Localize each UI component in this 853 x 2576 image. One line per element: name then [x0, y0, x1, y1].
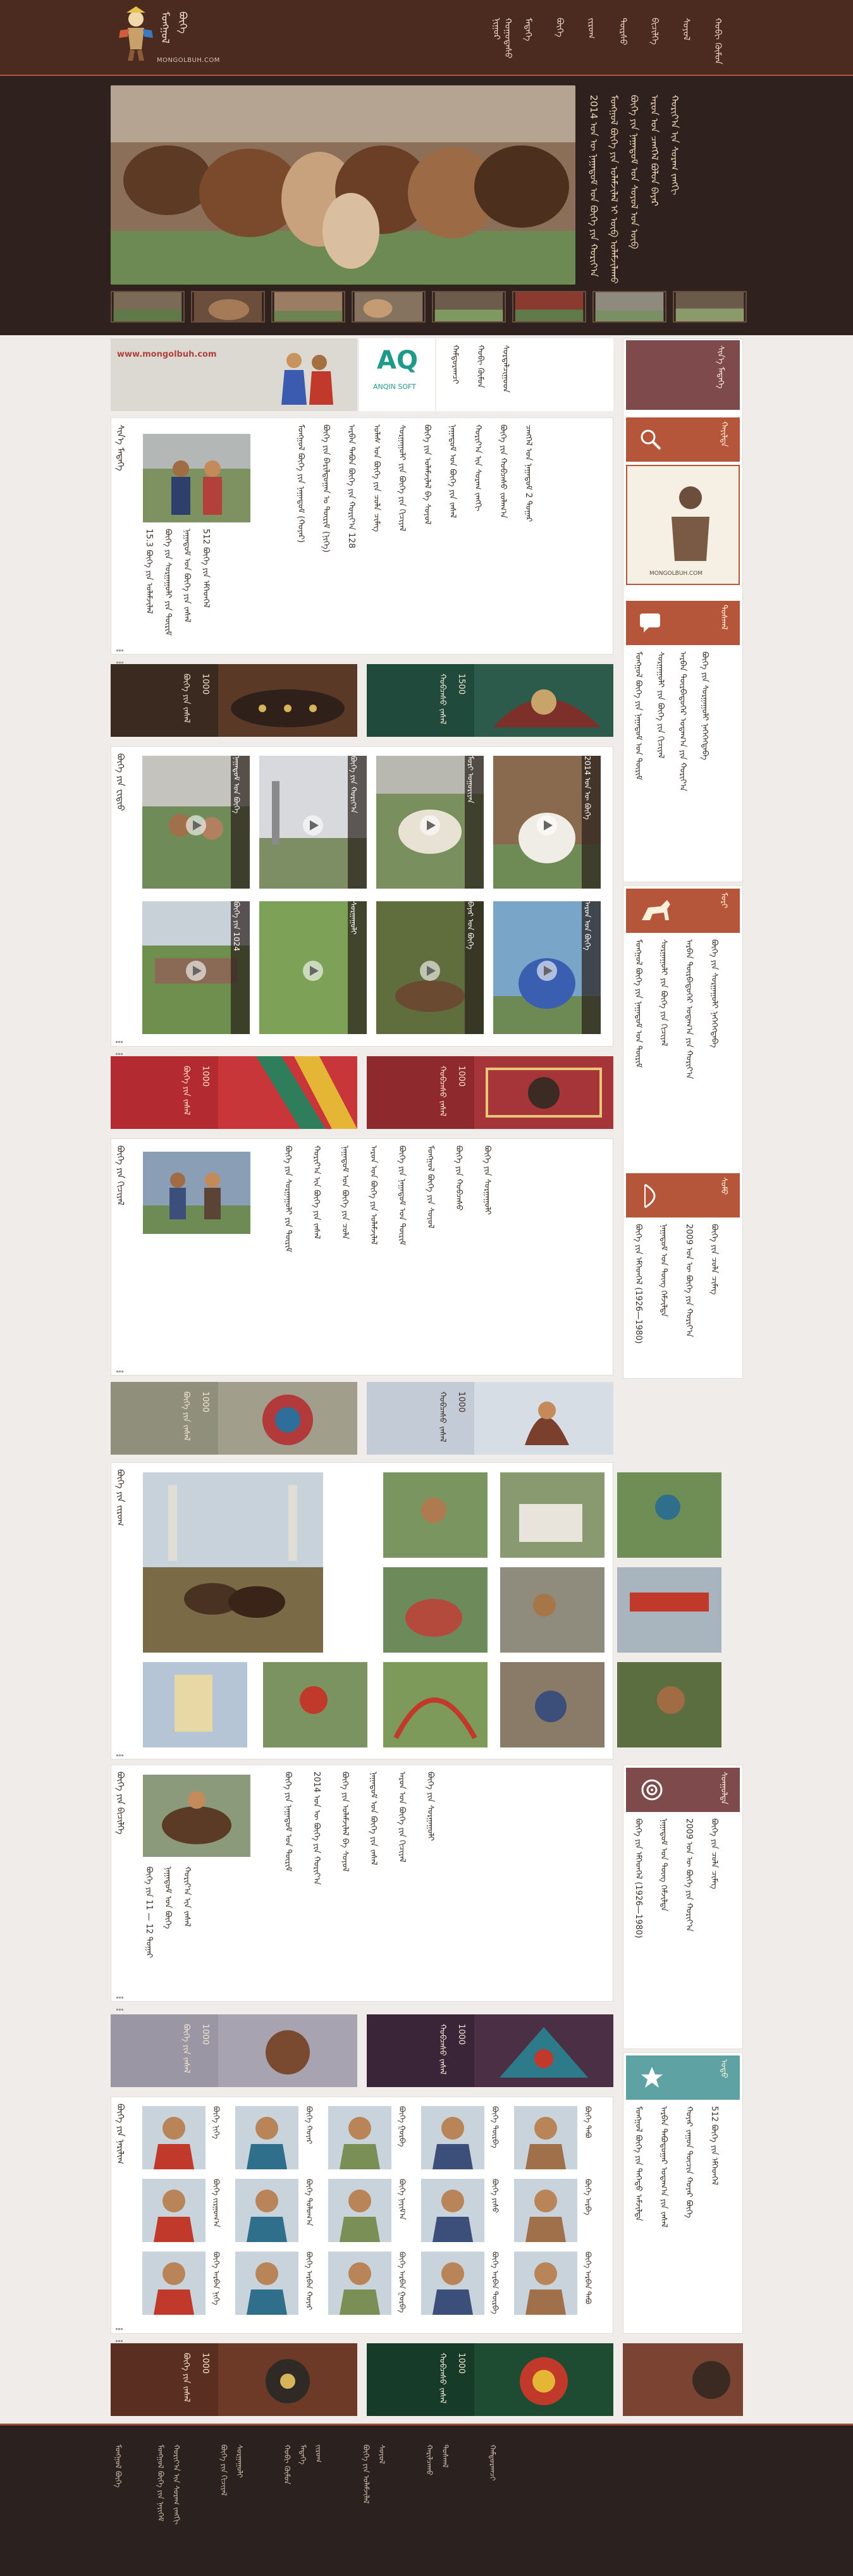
wrestler-photo — [328, 2179, 391, 2242]
gallery-image[interactable] — [500, 1662, 604, 1747]
article-link[interactable]: ᠠᠷᠳ ᠤᠨ ᠪᠦᠬᠡ ᠶᠢᠨ ᠤᠯᠠᠮᠵᠢᠯᠠᠯ — [369, 1145, 378, 1245]
partner-label[interactable]: ᠰᠤᠷᠲᠠᠯᠴᠢᠭᠤᠳ — [501, 345, 510, 393]
hero-thumb[interactable] — [352, 291, 426, 323]
bow-icon — [639, 1182, 666, 1210]
section-title: ᠪᠦᠬᠡ ᠶᠢᠨ ᠵᠢᠷᠤᠭ — [115, 1469, 125, 1526]
wrestler-photo — [235, 2179, 298, 2242]
section-title: ᠪᠦᠬᠡ ᠶᠢᠨ ᠸᠢᠳᠢᠣ — [115, 753, 125, 811]
banner[interactable] — [111, 1056, 357, 1129]
nav-item-1[interactable]: ᠨᠢᠭᠤᠷ ᠬᠤᠭᠤᠳᠠᠰᠤ — [491, 18, 513, 59]
hero-thumb[interactable] — [673, 291, 747, 323]
video-card[interactable] — [142, 756, 250, 889]
sidebar-list-item[interactable]: ᠪᠦᠬᠡ ᠶᠢᠨ ᠰᠤᠷᠭᠠᠭᠤᠯᠢ ᠨᠡᠭᠡᠭᠡᠭᠳᠡᠪᠡ — [709, 939, 719, 1048]
wrestler-photo — [142, 2252, 206, 2315]
video-caption: ᠨᠠᠭᠠᠳᠤᠮ ᠤᠨ ᠪᠦᠬᠡ — [231, 756, 250, 889]
footer-link[interactable]: ᠬᠣᠷᠢᠶ᠎ᠠ ᠢᠨ ᠰᠤᠷᠠᠭ ᠵᠠᠩᠭᠢ — [172, 2444, 181, 2525]
sidebar-block-7[interactable] — [626, 2055, 740, 2100]
banner-art-icon — [218, 1056, 357, 1129]
partner-anqin[interactable] — [359, 338, 435, 411]
banner-art-icon — [218, 2014, 357, 2087]
banner-sub: 1500 — [457, 674, 466, 695]
wrestler-card[interactable] — [235, 2179, 324, 2245]
article-image[interactable] — [143, 1152, 250, 1234]
footer-link[interactable]: ᠵᠢᠷᠤᠭ — [314, 2444, 323, 2463]
wrestler-name[interactable]: ᠪᠦᠬᠡ ᠨᠠᠶᠢᠮ᠎ᠠ — [398, 2179, 407, 2220]
article-link[interactable]: ᠬᠣᠷᠢᠶ᠎ᠠ ᠢᠨ ᠪᠦᠬᠡ ᠶᠢᠨ ᠵᠠᠰᠠᠯ — [312, 1145, 321, 1239]
banner-label: ᠬᠤᠪᠴᠠᠰᠤ ᠵᠠᠰᠠᠯ — [438, 674, 447, 725]
hero-caption-3: ᠪᠦᠬᠡ ᠶᠢᠨ ᠨᠠᠭᠠᠳᠤᠮ ᠤᠨ ᠰᠤᠶᠤᠯ ᠤᠨ ᠥᠪ — [629, 95, 640, 249]
hero-image[interactable] — [111, 85, 575, 285]
sidebar-block-3[interactable] — [626, 601, 740, 645]
sidebar-title: ᠬᠠᠶᠢᠯᠲᠠ — [719, 421, 728, 447]
news-side-line[interactable]: ᠨᠠᠭᠠᠳᠤᠮ ᠤᠨ ᠪᠦᠬᠡ ᠶᠢᠨ ᠵᠠᠰᠠᠯ — [182, 529, 192, 623]
grid-icon[interactable] — [116, 643, 125, 649]
banner[interactable] — [367, 664, 613, 737]
news-link[interactable]: ᠨᠠᠭᠠᠳᠤᠮ ᠤᠨ ᠪᠦᠬᠡ ᠶᠢᠨ ᠵᠠᠰᠠᠯ — [448, 424, 457, 519]
gallery-image[interactable] — [617, 1662, 721, 1747]
wrestler-photo — [421, 2106, 484, 2169]
banner[interactable] — [111, 1382, 357, 1455]
news-link[interactable]: ᠰᠤᠷᠭᠠᠭᠤᠯᠢ ᠶᠢᠨ ᠪᠦᠬᠡ ᠶᠢᠨ ᠬᠢᠴᠢᠶᠡᠯ — [397, 424, 407, 532]
wrestler-card[interactable] — [421, 2179, 510, 2245]
wrestler-photo — [235, 2252, 298, 2315]
footer-link[interactable]: ᠪᠦᠬᠡ ᠶᠢᠨ ᠤᠯᠠᠮᠵᠢᠯᠠᠯ — [362, 2444, 371, 2504]
sidebar-block-4[interactable] — [626, 889, 740, 933]
sidebar-title: ᠲᠤᠰᠬᠠᠯ — [719, 605, 728, 630]
wrestler-name[interactable]: ᠪᠦᠬᠡ ᠳᠥᠷᠪᠡ — [491, 2106, 500, 2148]
wrestler-card[interactable] — [328, 2106, 417, 2172]
wrestler-card[interactable] — [421, 2252, 510, 2318]
hero-caption-4: ᠠᠷᠳ ᠤᠨ ᠴᠡᠩᠭᠡᠯ ᠪᠣᠯᠤᠨ ᠪᠠᠶᠠᠷ — [649, 95, 660, 207]
partner-mongolbuh[interactable] — [111, 338, 357, 411]
partner-label[interactable]: ᠬᠠᠮᠲᠤᠷᠠᠭᠴᠢ — [450, 345, 460, 385]
news-link[interactable]: ᠤᠯᠠᠰ ᠤᠨ ᠪᠦᠬᠡ ᠶᠢᠨ ᠴᠣᠯᠠ ᠴᠢᠮᠡᠭ — [372, 424, 381, 532]
site-footer — [0, 2424, 853, 2576]
wrestler-photo — [421, 2252, 484, 2315]
banner-art-icon — [474, 1056, 613, 1129]
grid-icon[interactable] — [116, 2321, 125, 2327]
banner-label: ᠬᠤᠪᠴᠠᠰᠤ ᠵᠠᠰᠠᠯ — [438, 1391, 447, 1443]
wrestler-name[interactable]: ᠪᠦᠬᠡ ᠲᠠᠪᠤ — [584, 2106, 592, 2138]
sidebar-list-item[interactable]: ᠠᠷᠪᠠᠨ ᠳᠥᠷᠪᠡᠳᠦᠭᠡᠷ ᠤᠳᠠᠭ᠎ᠠ ᠶᠢᠨ ᠬᠤᠷᠢᠶ᠎ᠠ — [684, 939, 694, 1080]
news-link[interactable]: ᠴᠡᠩᠭᠡᠯ ᠤᠨ ᠨᠠᠭᠠᠳᠤᠮ 2 ᠳᠤᠭᠠᠷ — [524, 424, 533, 522]
logo-text: MONGOLBUH.COM — [157, 57, 220, 64]
banner-art-icon — [474, 2014, 613, 2087]
banner-art-icon — [474, 2343, 613, 2416]
news-side-line[interactable]: 512 ᠪᠦᠬᠡ ᠶᠢᠨ ᠡᠮᠬᠡᠳᠬᠡᠯ — [201, 529, 211, 608]
photo-article-link[interactable]: ᠪᠦᠬᠡ ᠶᠢᠨ ᠰᠤᠷᠭᠠᠭᠤᠯᠢ — [426, 1772, 435, 1841]
sidebar-badge-text: MONGOLBUH.COM — [649, 570, 703, 577]
banner-label: ᠪᠦᠬᠡ ᠶᠢᠨ ᠵᠠᠰᠠᠯ — [181, 1066, 191, 1115]
article-link[interactable]: ᠪᠦᠬᠡ ᠶᠢᠨ ᠰᠤᠷᠭᠠᠭᠤᠯᠢ — [482, 1145, 492, 1215]
video-caption: 2014 ᠤᠨ ᠦ ᠪᠦᠬᠡ — [582, 756, 601, 889]
footer-link[interactable]: ᠰᠤᠶᠤᠯ — [377, 2444, 386, 2464]
section-title: ᠰᠢᠨ᠎ᠡ ᠮᠡᠳᠡᠭᠡ — [115, 424, 125, 471]
sidebar-title: ᠰᠤᠨᠭᠤᠯᠲᠠ — [719, 1772, 728, 1805]
gallery-image[interactable] — [383, 1567, 488, 1653]
sidebar-record-item[interactable]: ᠮᠣᠩᠭᠣᠯ ᠪᠦᠬᠡ ᠶᠢᠨ ᠳᠡᠭᠡᠳᠦ ᠠᠮᠵᠢᠯᠲᠠ — [634, 2106, 643, 2221]
wrestler-name[interactable]: ᠪᠦᠬᠡ ᠬᠣᠶᠠᠷ — [305, 2106, 314, 2145]
sidebar-news-link[interactable]: ᠰᠤᠷᠭᠠᠭᠤᠯᠢ ᠶᠢᠨ ᠪᠦᠬᠡ ᠶᠢᠨ ᠬᠢᠴᠢᠶᠡᠯ — [656, 651, 665, 759]
banner[interactable] — [111, 664, 357, 737]
wrestler-name[interactable]: ᠪᠦᠬᠡ ᠠᠷᠪᠠᠨ ᠲᠠᠪᠤ — [584, 2252, 592, 2305]
wrestler-card[interactable] — [235, 2252, 324, 2318]
star-icon — [640, 2066, 664, 2090]
sidebar-list-item[interactable]: ᠰᠤᠷᠭᠠᠭᠤᠯᠢ ᠶᠢᠨ ᠪᠦᠬᠡ ᠶᠢᠨ ᠬᠢᠴᠢᠶᠡᠯ — [659, 939, 668, 1047]
nav-item-4[interactable]: ᠵᠢᠷᠤᠭ — [586, 18, 596, 39]
banner-label: ᠪᠦᠬᠡ ᠶᠢᠨ ᠵᠠᠰᠠᠯ — [181, 2353, 191, 2402]
banner-sub: 1000 — [200, 674, 210, 695]
hero-thumb[interactable] — [271, 291, 345, 323]
sidebar-list-item[interactable]: ᠨᠠᠭᠠᠳᠤᠮ ᠤᠨ ᠳᠦᠩ ᠬᠡᠮᠵᠢᠯᠲᠡ — [659, 1224, 668, 1317]
photo-article-link[interactable]: ᠪᠦᠬᠡ ᠶᠢᠨ ᠨᠠᠭᠠᠳᠤᠮ ᠤᠨ ᠳᠦᠷᠢᠮ — [283, 1772, 293, 1871]
news-image[interactable] — [143, 434, 250, 522]
wrestler-name[interactable]: ᠪᠦᠬᠡ ᠠᠷᠪᠠᠨ ᠨᠢᠭᠡ — [212, 2252, 221, 2305]
footer-link[interactable]: ᠬᠠᠮᠲᠤᠷᠠᠭᠴᠢ — [488, 2444, 497, 2481]
video-card[interactable] — [493, 901, 601, 1034]
banner-label: ᠪᠦᠬᠡ ᠶᠢᠨ ᠵᠠᠰᠠᠯ — [181, 1391, 191, 1441]
video-caption: ᠰᠤᠷᠭᠠᠭᠤᠯᠢ — [348, 901, 367, 1034]
wrestler-card[interactable] — [514, 2179, 603, 2245]
logo-script-2: ᠪᠦᠬᠡ — [177, 11, 189, 34]
banner-label: ᠪᠦᠬᠡ ᠶᠢᠨ ᠵᠠᠰᠠᠯ — [181, 2024, 191, 2073]
banner-sub: 1000 — [200, 2024, 210, 2045]
video-caption: ᠮᠣᠷᠢ ᠤᠭᠤᠷᠢᠶᠠᠨ — [465, 756, 484, 889]
banner-label: ᠬᠤᠪᠴᠠᠰᠤ ᠵᠠᠰᠠᠯ — [438, 2353, 447, 2404]
banner-sub: 1000 — [200, 2353, 210, 2374]
hero-caption-5: ᠬᠣᠷᠢᠶ᠎ᠠ ᠢᠨ ᠰᠤᠷᠠᠭ ᠵᠠᠩᠭᠢ — [669, 95, 680, 195]
footer-link[interactable]: ᠮᠣᠩᠭᠣᠯ ᠪᠦᠬᠡ — [114, 2444, 123, 2488]
section-title: ᠪᠦᠬᠡ ᠶᠢᠨ ᠨᠠᠷᠢᠯᠢᠭ — [115, 2104, 125, 2164]
banner[interactable] — [367, 1056, 613, 1129]
video-card[interactable] — [376, 901, 484, 1034]
wrestler-card[interactable] — [142, 2252, 231, 2318]
sidebar-title: ᠰᠤᠮᠤ — [719, 1177, 728, 1195]
hero-thumb[interactable] — [592, 291, 666, 323]
wrestler-photo — [514, 2179, 577, 2242]
photo-side-line[interactable]: ᠨᠠᠭᠠᠳᠤᠮ ᠤᠨ ᠪᠦᠬᠡ — [163, 1866, 173, 1929]
wrestler-name[interactable]: ᠪᠦᠬᠡ ᠨᠢᠭᠡ — [212, 2106, 221, 2140]
gallery-image[interactable] — [500, 1472, 604, 1558]
wrestler-card[interactable] — [142, 2106, 231, 2172]
article-link[interactable]: ᠪᠦᠬᠡ ᠶᠢᠨ ᠰᠤᠷᠭᠠᠭᠤᠯᠢ ᠶᠢᠨ ᠳᠦᠷᠢᠮ — [283, 1145, 293, 1252]
video-card[interactable] — [493, 756, 601, 889]
grid-icon[interactable] — [116, 1364, 125, 1370]
sidebar-block-6[interactable] — [626, 1768, 740, 1812]
nav-item-3[interactable]: ᠪᠦᠬᠡ — [555, 18, 565, 37]
banner-sub: 1000 — [457, 1391, 466, 1413]
hero-caption-2: ᠮᠣᠩᠭᠣᠯ ᠪᠦᠬᠡ ᠶᠢᠨ ᠤᠯᠠᠮᠵᠢᠯᠠᠯ ᠢ ᠥᠪ ᠤᠯᠠᠮᠵᠢᠯᠠᠬᠤ — [608, 95, 620, 284]
video-card[interactable] — [259, 901, 367, 1034]
photo-article-image[interactable] — [143, 1775, 250, 1857]
banner-art-icon — [474, 1382, 613, 1455]
sidebar-list-item[interactable]: ᠪᠦᠬᠡ ᠶᠢᠨ ᠡᠮᠬᠡᠳᠬᠡᠯ (1926—1980) — [634, 1224, 643, 1344]
banner[interactable] — [367, 1382, 613, 1455]
sidebar-list-item[interactable]: ᠪᠦᠬᠡ ᠶᠢᠨ ᠴᠣᠯᠠ ᠴᠢᠮᠡᠭ — [709, 1818, 719, 1890]
banner-sub: 1000 — [457, 2353, 466, 2374]
photo-article-link[interactable]: ᠪᠦᠬᠡ ᠶᠢᠨ ᠤᠯᠠᠮᠵᠢᠯᠠᠯ ᠪᠠ ᠰᠤᠶᠤᠯ — [340, 1772, 350, 1872]
banner-art-icon — [218, 664, 357, 737]
photo-side-line[interactable]: ᠬᠣᠷᠢᠶ᠎ᠠ ᠢᠨ ᠵᠠᠰᠠᠯ — [182, 1866, 192, 1927]
wrestler-photo — [514, 2252, 577, 2315]
news-link[interactable]: ᠪᠦᠬᠡ ᠶᠢᠨ ᠤᠯᠠᠮᠵᠢᠯᠠᠯ ᠪᠠ ᠰᠤᠶᠤᠯ — [422, 424, 432, 525]
video-card[interactable] — [259, 756, 367, 889]
hero-thumb[interactable] — [512, 291, 586, 323]
wrestler-name[interactable]: ᠪᠦᠬᠡ ᠠᠷᠪᠠᠨ ᠳᠥᠷᠪᠡ — [491, 2252, 500, 2314]
article-link[interactable]: ᠪᠦᠬᠡ ᠶᠢᠨ ᠬᠤᠪᠴᠠᠰᠤ — [454, 1145, 463, 1211]
banner-sub: 1000 — [200, 1066, 210, 1087]
gallery-image[interactable] — [263, 1662, 367, 1747]
wrestler-name[interactable]: ᠪᠦᠬᠡ ᠠᠷᠪᠠ — [584, 2179, 592, 2215]
banner-art-icon — [218, 2343, 357, 2416]
banner[interactable] — [367, 2014, 613, 2087]
article-panel — [111, 1138, 613, 1376]
banner-art-icon — [474, 664, 613, 737]
wrestler-icon — [659, 479, 722, 567]
partner-label[interactable]: ᠬᠤᠪᠢ ᠬᠥᠮᠦᠨ — [476, 345, 485, 388]
wrestler-name[interactable]: ᠪᠦᠬᠡ ᠠᠷᠪᠠᠨ ᠭᠤᠷᠪᠠ — [398, 2252, 407, 2313]
wrestler-photo — [328, 2252, 391, 2315]
wrestler-photo — [514, 2106, 577, 2169]
article-link[interactable]: ᠮᠣᠩᠭᠣᠯ ᠪᠦᠬᠡ ᠶᠢᠨ ᠰᠤᠶᠤᠯ — [426, 1145, 435, 1229]
sidebar-record-item[interactable]: ᠠᠷᠪᠠᠨ ᠲᠠᠪᠤᠳᠤᠭᠠᠷ ᠤᠳᠠᠭ᠎ᠠ ᠶᠢᠨ ᠵᠠᠰᠠᠯ — [659, 2106, 668, 2228]
hero-caption-1[interactable]: 2014 ᠤᠨ ᠦ ᠨᠠᠭᠠᠳᠤᠮ ᠤᠨ ᠪᠦᠬᠡ ᠶᠢᠨ ᠬᠤᠷᠢᠶ᠎ᠠ — [588, 95, 599, 277]
sidebar-news-link[interactable]: ᠮᠣᠩᠭᠣᠯ ᠪᠦᠬᠡ ᠶᠢᠨ ᠨᠠᠭᠠᠳᠤᠮ ᠤᠨ ᠳᠦᠷᠢᠮ — [634, 651, 643, 780]
wrestler-card[interactable] — [421, 2106, 510, 2172]
nav-item-6[interactable]: ᠪᠢᠴᠢᠯᠭᠡ — [649, 18, 660, 45]
news-link[interactable]: ᠪᠦᠬᠡ ᠶᠢᠨ ᠬᠤᠪᠴᠠᠰᠤ ᠵᠤᠯᠠᠭ᠎ᠠ — [498, 424, 508, 519]
banner[interactable] — [367, 2343, 613, 2416]
footer-link[interactable]: ᠬᠤᠪᠢ ᠬᠥᠮᠦᠨ — [283, 2444, 291, 2485]
news-link[interactable]: ᠮᠣᠩᠭᠣᠯ ᠪᠦᠬᠡ ᠶᠢᠨ ᠨᠠᠭᠠᠳᠤᠮ (ᠬᠣᠶᠠᠷ) — [296, 424, 305, 543]
wrestler-name[interactable]: ᠪᠦᠬᠡ ᠭᠤᠷᠪᠠ — [398, 2106, 407, 2147]
wrestler-card[interactable] — [328, 2179, 417, 2245]
banner-art-icon — [218, 1382, 357, 1455]
wrestler-name[interactable]: ᠪᠦᠬᠡ ᠳᠣᠯᠤᠭ᠎ᠠ — [305, 2179, 314, 2226]
sidebar-news-link[interactable]: ᠠᠷᠪᠠᠨ ᠳᠥᠷᠪᠡᠳᠦᠭᠡᠷ ᠤᠳᠠᠭ᠎ᠠ ᠶᠢᠨ ᠬᠤᠷᠢᠶ᠎ᠠ — [678, 651, 687, 792]
logo-script-1: ᠮᠣᠩᠭᠣᠯ — [159, 11, 171, 44]
wrestler-name[interactable]: ᠪᠦᠬᠡ ᠶᠢᠰᠦ — [491, 2179, 500, 2214]
grid-icon[interactable] — [116, 1747, 125, 1754]
footer-link[interactable]: ᠲᠤᠰᠬᠠᠯ — [441, 2444, 450, 2468]
sidebar-title: ᠰᠢᠨ᠎ᠡ ᠮᠡᠳᠡᠭᠡ — [716, 345, 725, 389]
banner-label: ᠬᠤᠪᠴᠠᠰᠤ ᠵᠠᠰᠠᠯ — [438, 2024, 447, 2075]
nav-item-5[interactable]: ᠳᠦᠷᠰᠦ — [618, 18, 628, 46]
wrestler-card[interactable] — [142, 2179, 231, 2245]
banner[interactable] — [111, 2014, 357, 2087]
footer-link[interactable]: ᠪᠦᠬᠡ ᠶᠢᠨ ᠬᠢᠴᠢᠶᠡᠯ — [219, 2444, 228, 2496]
gallery-image[interactable] — [383, 1472, 488, 1558]
sidebar-record-item[interactable]: ᠬᠣᠶᠠᠷ ᠵᠠᠭᠤᠨ ᠳᠥᠴᠢᠨ ᠬᠣᠶᠠᠷ ᠪᠦᠬᠡ — [684, 2106, 694, 2218]
gallery-image[interactable] — [143, 1662, 247, 1747]
sidebar-news-link[interactable]: ᠪᠦᠬᠡ ᠶᠢᠨ ᠰᠤᠷᠭᠠᠭᠤᠯᠢ ᠨᠡᠭᠡᠭᠡᠭᠳᠡᠪᠡ — [700, 651, 709, 760]
section-title: ᠪᠦᠬᠡ ᠶᠢᠨ ᠪᠢᠴᠢᠯᠭᠡ — [115, 1772, 125, 1835]
sidebar-list-item[interactable]: ᠨᠠᠭᠠᠳᠤᠮ ᠤᠨ ᠳᠦᠩ ᠬᠡᠮᠵᠢᠯᠲᠡ — [659, 1818, 668, 1911]
grid-icon[interactable] — [116, 1034, 125, 1040]
video-card[interactable] — [142, 901, 250, 1034]
banner-label: ᠪᠦᠬᠡ ᠶᠢᠨ ᠵᠠᠰᠠᠯ — [181, 674, 191, 723]
wrestler-name[interactable]: ᠪᠦᠬᠡ ᠠᠷᠪᠠᠨ ᠬᠣᠶᠠᠷ — [305, 2252, 314, 2310]
photo-article-link[interactable]: ᠠᠷᠳ ᠤᠨ ᠪᠦᠬᠡ ᠶᠢᠨ ᠬᠢᠴᠢᠶᠡᠯ — [397, 1772, 407, 1863]
video-caption: ᠪᠦᠬᠡ ᠶᠢᠨ 1024 — [231, 901, 250, 1034]
footer-link[interactable]: ᠬᠠᠷᠢᠯᠴᠠᠬᠤ — [425, 2444, 434, 2476]
sidebar-banner[interactable] — [623, 2343, 743, 2416]
sidebar-title: ᠣᠳᠤ — [719, 2059, 728, 2079]
banner-label: ᠬᠤᠪᠴᠠᠰᠤ ᠵᠠᠰᠠᠯ — [438, 1066, 447, 1117]
banner-sub: 1000 — [457, 1066, 466, 1087]
gallery-main-image[interactable] — [143, 1472, 323, 1653]
wrestler-card[interactable] — [328, 2252, 417, 2318]
photo-article-link[interactable]: 2014 ᠤᠨ ᠦ ᠪᠦᠬᠡ ᠶᠢᠨ ᠬᠤᠷᠢᠶ᠎ᠠ — [312, 1772, 321, 1885]
sidebar-block-2[interactable] — [626, 417, 740, 462]
wrestlers-icon — [256, 345, 351, 408]
section-title: ᠪᠦᠬᠡ ᠶᠢᠨ ᠬᠢᠴᠢᠶᠡᠯ — [115, 1145, 125, 1205]
gallery-image[interactable] — [500, 1567, 604, 1653]
hero-thumb[interactable] — [191, 291, 265, 323]
news-panel — [111, 417, 613, 655]
gallery-image[interactable] — [617, 1567, 721, 1653]
wrestler-photo — [328, 2106, 391, 2169]
nav-item-8[interactable]: ᠬᠤᠪᠢ ᠬᠥᠮᠦᠨ — [713, 18, 723, 65]
gallery-image[interactable] — [383, 1662, 488, 1747]
grid-icon[interactable] — [116, 1990, 125, 1996]
nav-item-2[interactable]: ᠮᠡᠳᠡᠭᠡ — [523, 18, 533, 42]
sidebar-title: ᠮᠣᠷᠢ — [719, 892, 728, 909]
sidebar-list-item[interactable]: ᠪᠦᠬᠡ ᠶᠢᠨ ᠴᠣᠯᠠ ᠴᠢᠮᠡᠭ — [709, 1224, 719, 1295]
video-caption: ᠪᠦᠬᠡ ᠶᠢᠨ ᠬᠤᠷᠢᠶ᠎ᠠ — [348, 756, 367, 889]
sidebar-badge[interactable] — [626, 465, 740, 585]
banner[interactable] — [111, 2343, 357, 2416]
target-icon — [640, 1778, 664, 1802]
sidebar-list-item[interactable]: ᠪᠦᠬᠡ ᠶᠢᠨ ᠡᠮᠬᠡᠳᠬᠡᠯ (1926—1980) — [634, 1818, 643, 1938]
anqin-logo: AQ — [377, 346, 418, 375]
news-link[interactable]: ᠠᠷᠪᠠᠨ ᠲᠠᠪᠤᠨ ᠪᠦᠬᠡ ᠶᠢᠨ ᠬᠤᠷᠢᠶ᠎ᠠ 128 — [347, 424, 356, 548]
video-card[interactable] — [376, 756, 484, 889]
photo-side-line[interactable]: ᠪᠦᠬᠡ ᠶᠢᠨ 11 — 12 ᠳᠤᠭᠠᠷ — [144, 1866, 154, 1958]
hero-thumb[interactable] — [432, 291, 506, 323]
news-side-line[interactable]: 15.3 ᠪᠦᠬᠡ ᠶᠢᠨ ᠤᠯᠠᠮᠵᠢᠯᠠᠯ — [144, 529, 154, 614]
video-caption: ᠪᠠᠶᠠᠷ ᠤᠨ ᠪᠦᠬᠡ — [465, 901, 484, 1034]
photo-article-panel — [111, 1765, 613, 2002]
partner-labels — [436, 338, 613, 411]
sidebar-list-item[interactable]: ᠮᠣᠩᠭᠣᠯ ᠪᠦᠬᠡ ᠶᠢᠨ ᠨᠠᠭᠠᠳᠤᠮ ᠤᠨ ᠳᠦᠷᠢᠮ — [634, 939, 643, 1068]
sidebar-list-item[interactable]: 2009 ᠤᠨ ᠦ ᠪᠦᠬᠡ ᠶᠢᠨ ᠬᠤᠷᠢᠶ᠎ᠠ — [684, 1818, 694, 1932]
nav-item-7[interactable]: ᠰᠤᠶᠤᠯ — [681, 18, 691, 40]
gallery-image[interactable] — [617, 1472, 721, 1558]
gallery-panel — [111, 1462, 613, 1759]
chat-icon — [639, 612, 664, 634]
sidebar-list-item[interactable]: 2009 ᠤᠨ ᠦ ᠪᠦᠬᠡ ᠶᠢᠨ ᠬᠤᠷᠢᠶ᠎ᠠ — [684, 1224, 694, 1338]
news-link[interactable]: ᠪᠦᠬᠡ ᠶᠢᠨ ᠪᠠᠷᠢᠯᠳᠤᠭᠠᠨ ᠤ ᠳᠦᠷᠢᠮ (ᠨᠢᠭᠡ) — [321, 424, 331, 553]
banner-art-icon — [623, 2343, 743, 2416]
photo-article-link[interactable]: ᠨᠠᠭᠠᠳᠤᠮ ᠤᠨ ᠪᠦᠬᠡ ᠶᠢᠨ ᠵᠠᠰᠠᠯ — [369, 1772, 378, 1866]
footer-link[interactable]: ᠮᠣᠩᠭᠣᠯ ᠪᠦᠬᠡ ᠶᠢᠨ ᠨᠡᠶᠢᠭᠡᠮ — [156, 2444, 165, 2522]
footer-link[interactable]: ᠮᠡᠳᠡᠭᠡ — [298, 2444, 307, 2465]
search-icon — [639, 428, 663, 452]
article-link[interactable]: ᠪᠦᠬᠡ ᠶᠢᠨ ᠨᠠᠭᠠᠳᠤᠮ ᠤᠨ ᠳᠦᠷᠢᠮ — [397, 1145, 407, 1245]
sidebar-block-1[interactable] — [626, 340, 740, 410]
wrestler-photo — [142, 2106, 206, 2169]
site-header — [0, 0, 853, 76]
footer-link[interactable]: ᠰᠤᠷᠭᠠᠭᠤᠯᠢ — [235, 2444, 244, 2478]
horse-icon — [639, 895, 677, 927]
anqin-text: ANQIN SOFT — [373, 383, 416, 391]
wrestler-card[interactable] — [514, 2252, 603, 2318]
article-link[interactable]: ᠨᠠᠭᠠᠳᠤᠮ ᠤᠨ ᠪᠦᠬᠡ ᠶᠢᠨ ᠴᠣᠯᠠ — [340, 1145, 350, 1240]
banner-sub: 1000 — [457, 2024, 466, 2045]
news-side-line[interactable]: ᠪᠦᠬᠡ ᠶᠢᠨ ᠰᠤᠷᠭᠠᠭᠤᠯᠢ ᠶᠢᠨ ᠳᠦᠷᠢᠮ — [163, 529, 173, 636]
hero-thumb[interactable] — [111, 291, 185, 323]
wrestler-card[interactable] — [514, 2106, 603, 2172]
sidebar-block-5[interactable] — [626, 1173, 740, 1217]
banner-sub: 1000 — [200, 1391, 210, 1413]
video-caption: ᠠᠷᠳ ᠤᠨ ᠪᠦᠬᠡ — [582, 901, 601, 1034]
logo-icon[interactable] — [114, 5, 158, 62]
wrestler-photo — [421, 2179, 484, 2242]
wrestler-photo — [142, 2179, 206, 2242]
partner-url: www.mongolbuh.com — [117, 350, 217, 359]
wrestler-name[interactable]: ᠪᠦᠬᠡ ᠵᠢᠷᠭᠤᠭ᠎ᠠ — [212, 2179, 221, 2228]
wrestler-photo — [235, 2106, 298, 2169]
news-link[interactable]: ᠬᠣᠷᠢᠶ᠎ᠠ ᠢᠨ ᠰᠤᠷᠠᠭ ᠵᠠᠩᠭᠢ — [473, 424, 482, 512]
sidebar-record-item[interactable]: 512 ᠪᠦᠬᠡ ᠶᠢᠨ ᠡᠮᠬᠡᠳᠬᠡᠯ — [709, 2106, 719, 2186]
wrestler-card[interactable] — [235, 2106, 324, 2172]
